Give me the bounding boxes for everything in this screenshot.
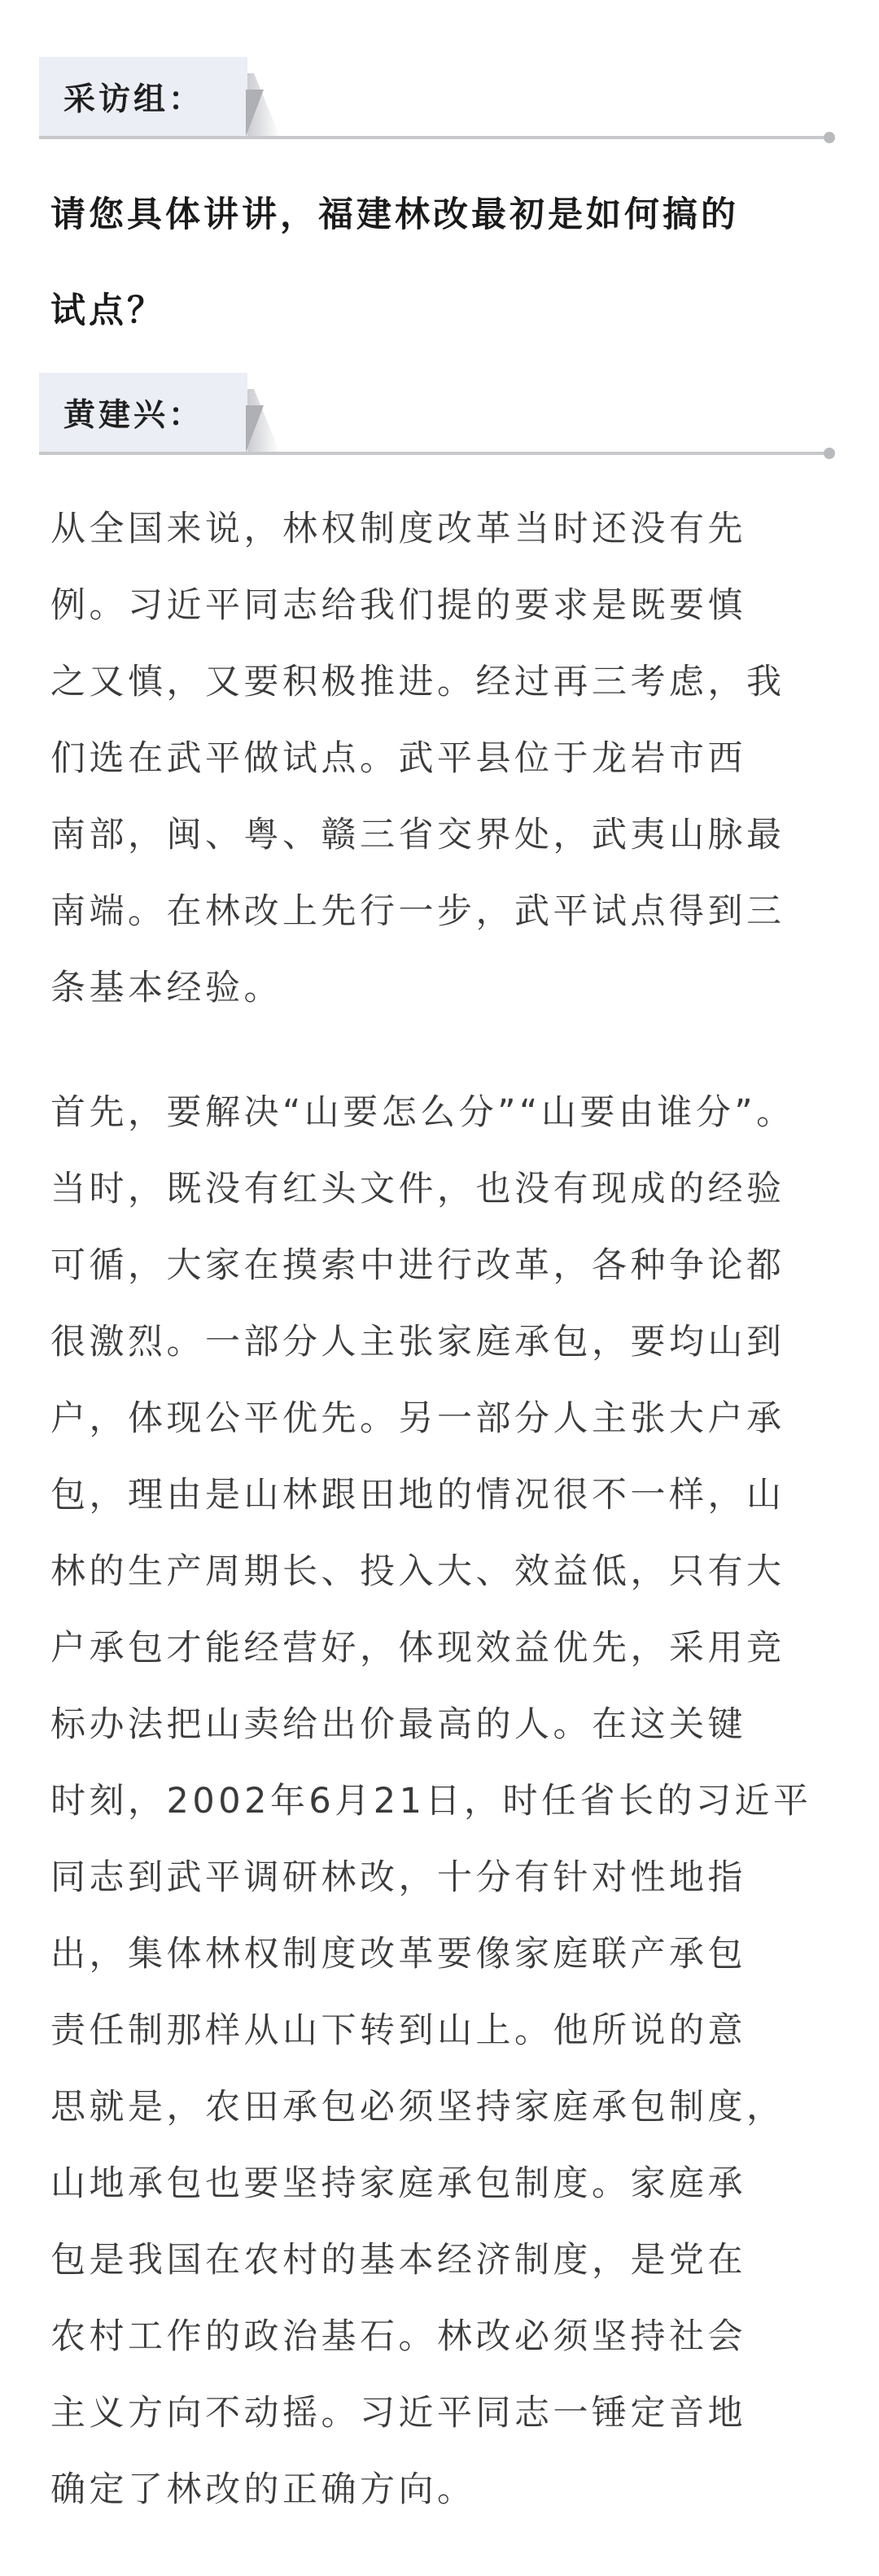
paragraph-line: 条基本经验。: [50, 968, 282, 1008]
paragraph-line: 主义方向不动摇。习近平同志一锤定音地: [50, 2393, 746, 2434]
paragraph-line: 农村工作的政治基石。林改必须坚持社会: [50, 2316, 746, 2357]
paragraph-line: 当时，既没有红头文件，也没有现成的经验: [50, 1169, 785, 1209]
label-fold-corner: [246, 405, 264, 453]
paragraph-line: 林的生产周期长、投入大、效益低，只有大: [50, 1551, 785, 1592]
paragraph-line: 从全国来说，林权制度改革当时还没有先: [50, 509, 746, 549]
question-line: 请您具体讲讲，福建林改最初是如何搞的: [50, 195, 739, 235]
interviewer-label-block: [39, 57, 830, 147]
respondent-label: 黄建兴：: [39, 373, 247, 453]
paragraph-line: 出，集体林权制度改革要像家庭联产承包: [50, 1934, 746, 1975]
paragraph-line: 责任制那样从山下转到山上。他所说的意: [50, 2010, 746, 2051]
paragraph-line: 南端。在林改上先行一步，武平试点得到三: [50, 891, 785, 932]
paragraph-line: 同志到武平调研林改，十分有针对性地指: [50, 1857, 746, 1898]
divider-end-dot: [824, 448, 835, 459]
paragraph-line: 例。习近平同志给我们提的要求是既要慎: [50, 585, 746, 626]
paragraph-line: 可循，大家在摸索中进行改革，各种争论都: [50, 1245, 785, 1286]
paragraph-line: 确定了林改的正确方向。: [50, 2469, 476, 2510]
paragraph-line: 南部，闽、粤、赣三省交界处，武夷山脉最: [50, 815, 785, 855]
paragraph-line: 时刻，2002年6月21日，时任省长的习近平: [50, 1781, 812, 1822]
paragraph-line: 标办法把山卖给出价最高的人。在这关键: [50, 1704, 746, 1745]
paragraph-line: 之又慎，又要积极推进。经过再三考虑，我: [50, 662, 785, 702]
paragraph-line: 们选在武平做试点。武平县位于龙岩市西: [50, 738, 746, 779]
paragraph-line: 包，理由是山林跟田地的情况很不一样，山: [50, 1475, 785, 1515]
paragraph-line: 山地承包也要坚持家庭承包制度。家庭承: [50, 2163, 746, 2204]
interview-question: [50, 167, 832, 359]
label-divider-line: [39, 136, 830, 139]
label-divider-line: [39, 452, 830, 455]
divider-end-dot: [824, 132, 835, 143]
answer-paragraph-2: [50, 1074, 832, 2528]
paragraph-line: 很激烈。一部分人主张家庭承包，要均山到: [50, 1322, 785, 1362]
paragraph-line: 户，体现公平优先。另一部分人主张大户承: [50, 1398, 785, 1439]
question-line: 试点？: [50, 291, 165, 331]
interviewer-label: 采访组：: [39, 57, 247, 137]
answer-paragraph-1: [50, 491, 832, 1026]
respondent-label-block: [39, 373, 830, 462]
paragraph-line: 户承包才能经营好，体现效益优先，采用竞: [50, 1628, 785, 1668]
paragraph-line: 包是我国在农村的基本经济制度，是党在: [50, 2240, 746, 2281]
label-fold-corner: [246, 90, 264, 137]
paragraph-line: 思就是，农田承包必须坚持家庭承包制度，: [50, 2087, 785, 2128]
paragraph-line: 首先，要解决“山要怎么分”“山要由谁分”。: [50, 1092, 795, 1133]
